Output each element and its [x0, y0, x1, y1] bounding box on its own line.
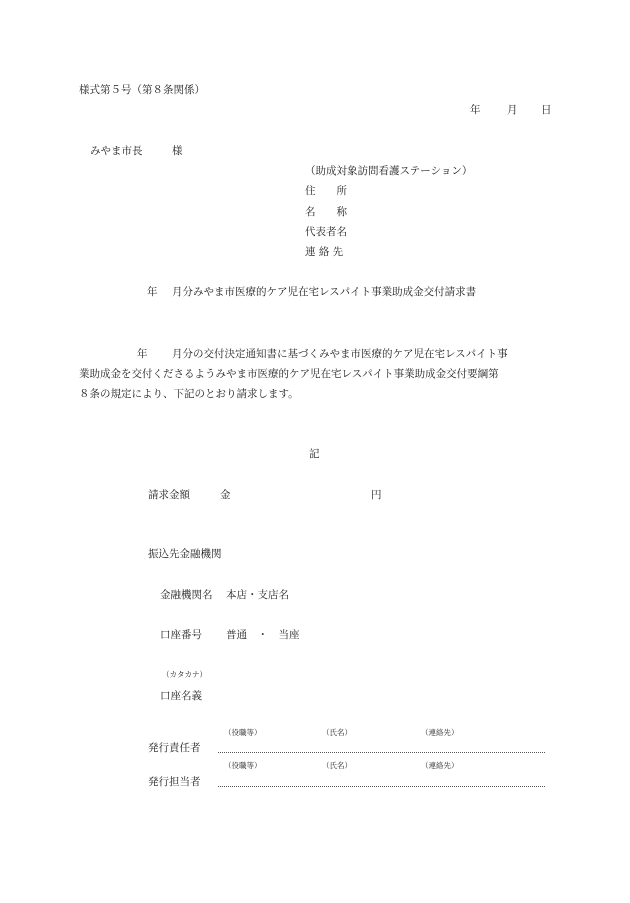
- responsible-col-contact: （連絡先）: [421, 728, 459, 737]
- bank-branch-label: 本店・支店名: [226, 589, 289, 601]
- staff-col-name: （氏名）: [322, 761, 352, 770]
- addressee-name: みやま市長: [90, 145, 143, 157]
- claim-amount-prefix: 金: [220, 489, 231, 501]
- body-line-1: 月分の交付決定通知書に基づくみやま市医療的ケア児在宅レスパイト事: [172, 348, 508, 360]
- bank-institution-label: 金融機関名: [160, 589, 213, 601]
- applicant-heading: （助成対象訪問看護ステーション）: [305, 165, 473, 177]
- staff-dotted-line: [218, 786, 545, 787]
- staff-col-title: （役職等）: [224, 761, 262, 770]
- document-title-year: 年: [147, 286, 158, 298]
- issuer-responsible-label: 発行責任者: [148, 742, 201, 754]
- record-heading: 記: [309, 448, 320, 460]
- body-line-3: ８条の規定により、下記のとおり請求します。: [79, 388, 299, 400]
- responsible-col-name: （氏名）: [322, 728, 352, 737]
- claim-amount-label: 請求金額: [148, 489, 190, 501]
- date-month: 月: [507, 104, 518, 116]
- claim-amount-unit: 円: [371, 489, 382, 501]
- account-types: 普通 ・ 当座: [226, 629, 300, 641]
- applicant-representative-label: 代表者名: [305, 226, 347, 238]
- body-year: 年: [137, 348, 148, 360]
- kana-note: （カタカナ）: [162, 670, 207, 679]
- document-title: 月分みやま市医療的ケア児在宅レスパイト事業助成金交付請求書: [172, 286, 477, 298]
- body-line-2: 業助成金を交付くださるようみやま市医療的ケア児在宅レスパイト事業助成金交付要綱第: [79, 368, 499, 380]
- staff-col-contact: （連絡先）: [421, 761, 459, 770]
- applicant-name-label: 名 称: [305, 206, 347, 218]
- form-number: 様式第５号（第８条関係）: [79, 84, 205, 96]
- applicant-address-label: 住 所: [305, 185, 347, 197]
- applicant-contact-label: 連 絡 先: [305, 246, 344, 258]
- addressee-honorific: 様: [172, 145, 183, 157]
- issuer-staff-label: 発行担当者: [148, 776, 201, 788]
- date-day: 日: [541, 104, 552, 116]
- responsible-col-title: （役職等）: [224, 728, 262, 737]
- account-number-label: 口座番号: [160, 629, 202, 641]
- date-year: 年: [470, 104, 481, 116]
- bank-heading: 振込先金融機関: [148, 548, 222, 560]
- account-holder-label: 口座名義: [160, 690, 202, 702]
- responsible-dotted-line: [218, 752, 545, 753]
